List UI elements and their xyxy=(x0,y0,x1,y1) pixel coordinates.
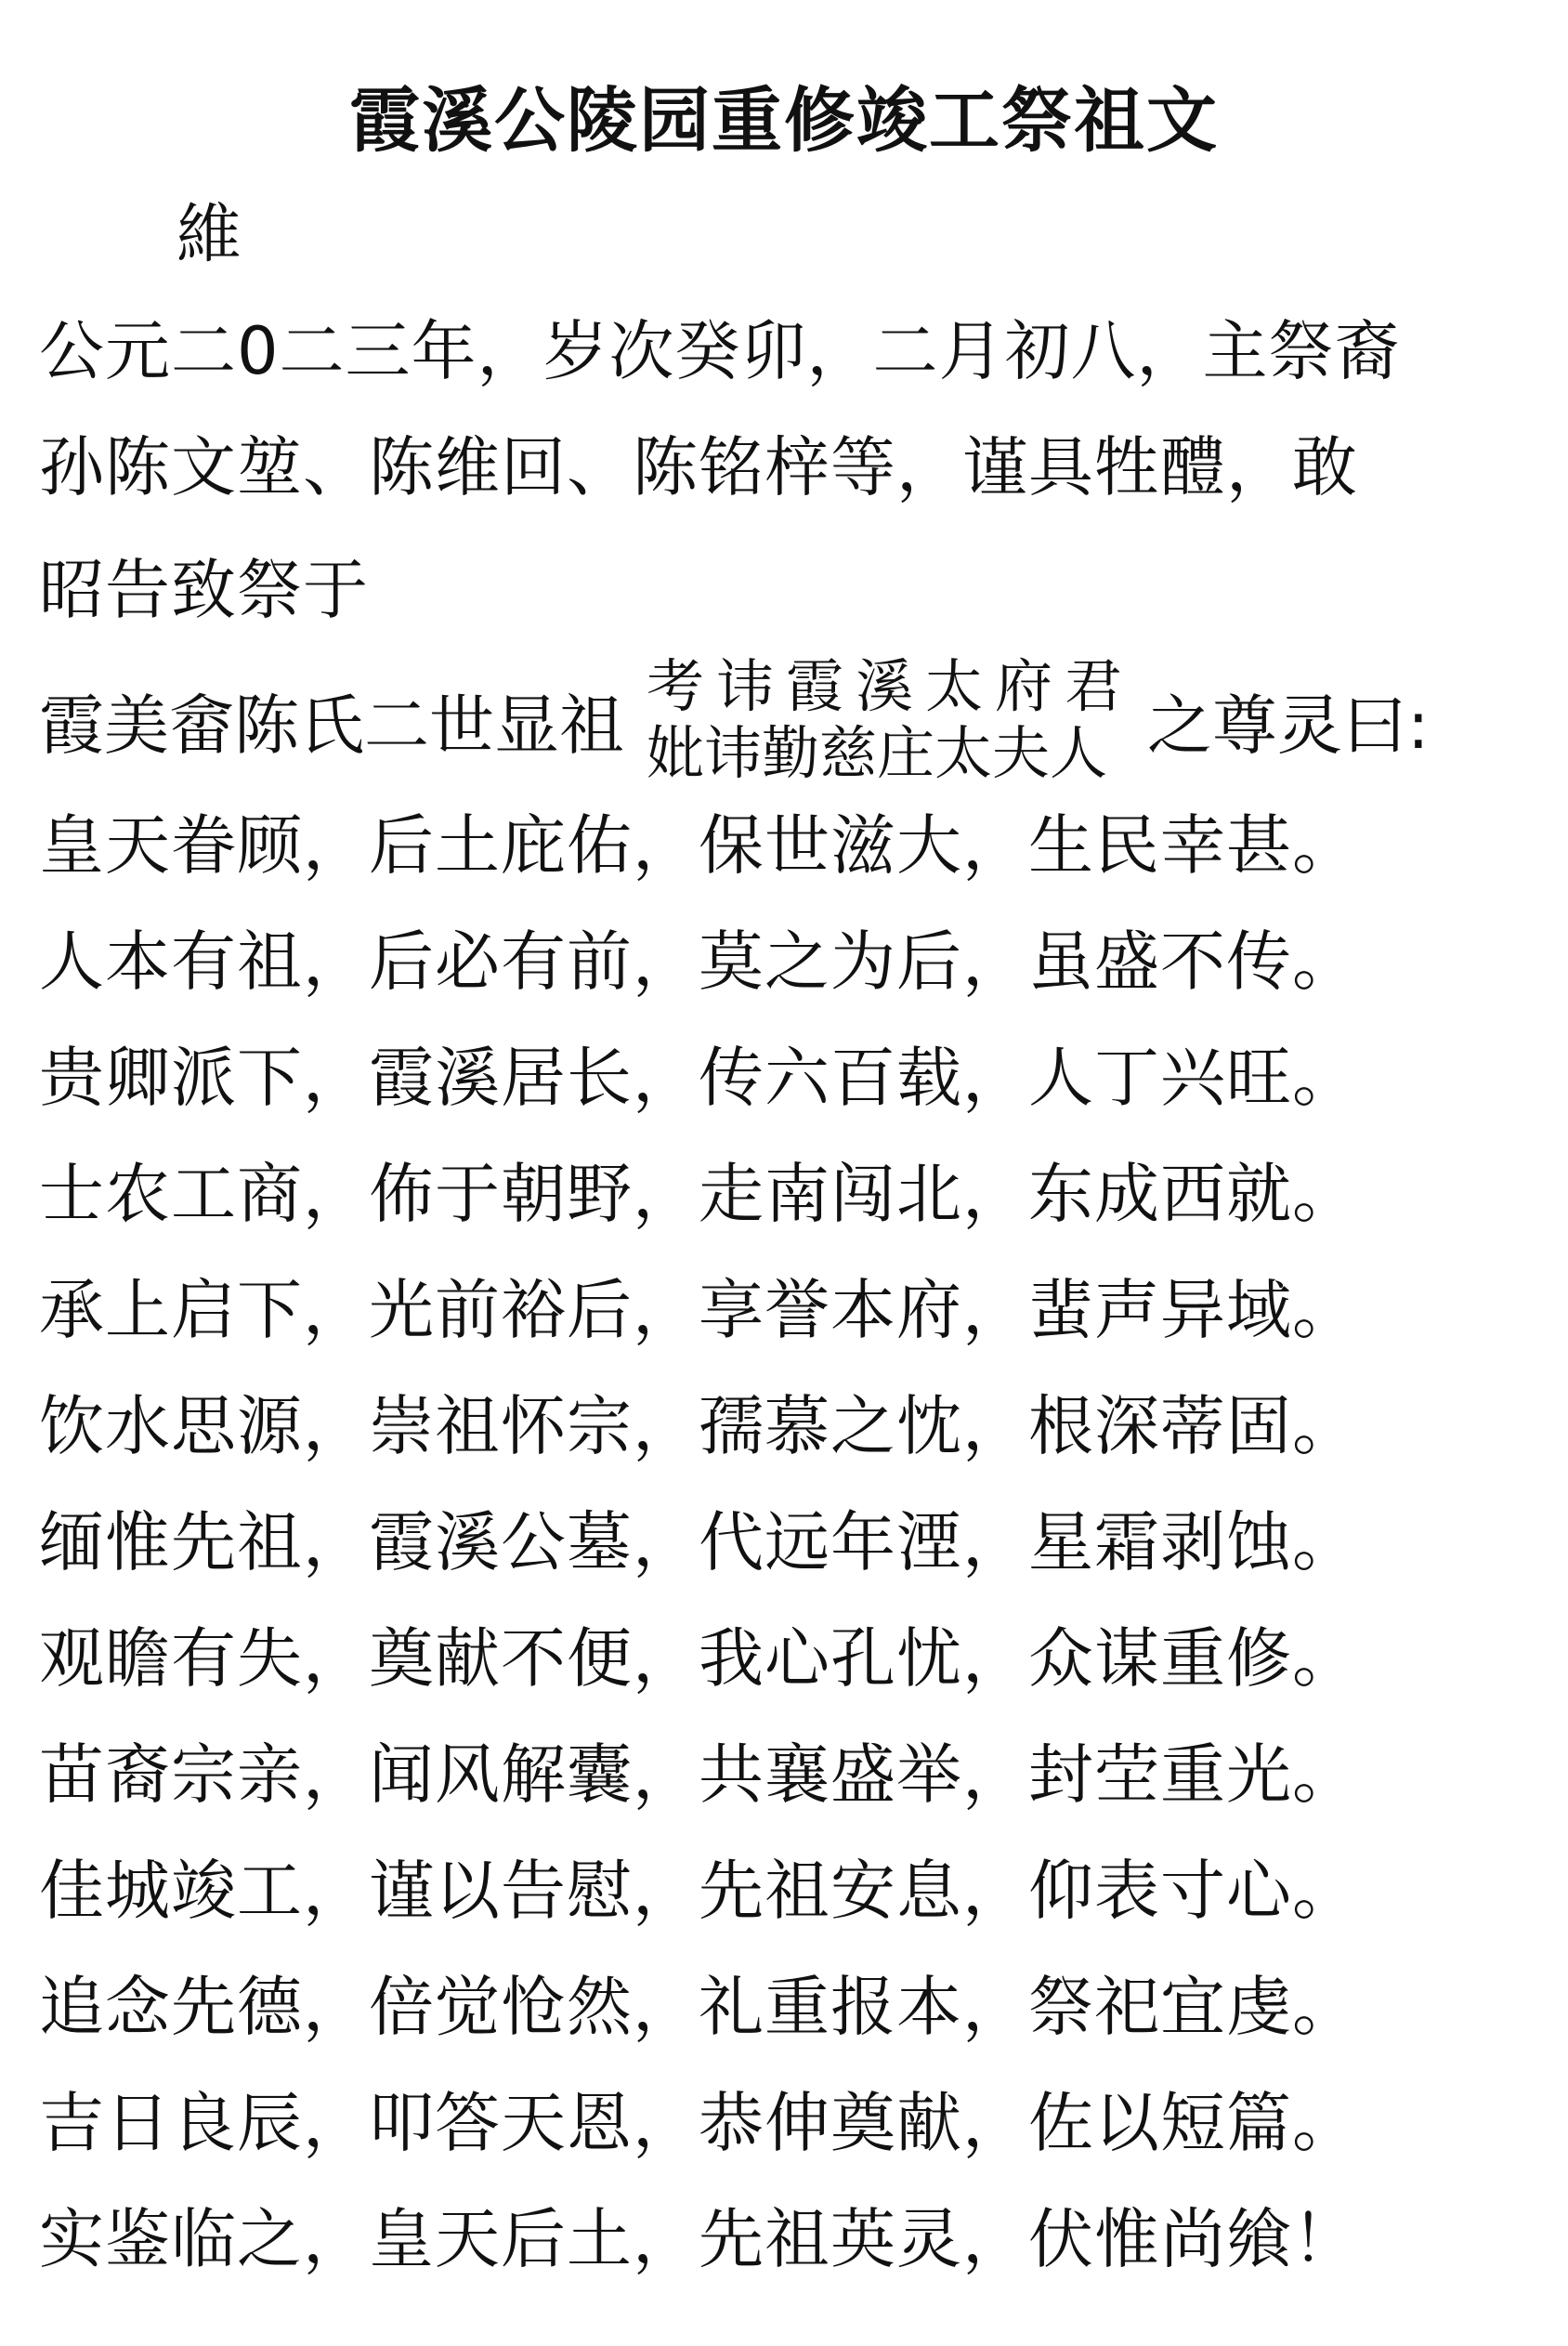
verse-line: 饮水思源，崇祖怀宗，孺慕之忱，根深蒂固。 xyxy=(39,1388,1358,1464)
ancestor-honor-line xyxy=(39,650,1430,790)
verse-line: 佳城竣工，谨以告慰，先祖安息，仰表寸心。 xyxy=(39,1853,1358,1929)
verse-line: 皇天眷顾，后土庇佑，保世滋大，生民幸甚。 xyxy=(39,807,1358,884)
honor-name-father: 考讳霞溪太府君 xyxy=(647,652,1135,720)
verse-line: 缅惟先祖，霞溪公墓，代远年湮，星霜剥蚀。 xyxy=(39,1504,1358,1580)
verse-line: 贵卿派下，霞溪居长，传六百载，人丁兴旺。 xyxy=(39,1040,1358,1116)
honor-prefix: 霞美畲陈氏二世显祖 xyxy=(39,687,624,764)
intro-line-3: 昭告致祭于 xyxy=(39,552,369,628)
intro-line-2: 孙陈文堃、陈维回、陈铭梓等，谨具牲醴，敢 xyxy=(39,429,1358,505)
document-title: 霞溪公陵园重修竣工祭祖文 xyxy=(349,79,1219,162)
verse-line: 苗裔宗亲，闻风解囊，共襄盛举，封茔重光。 xyxy=(39,1737,1358,1813)
verse-line: 士农工商，佈于朝野，走南闯北，东成西就。 xyxy=(39,1156,1358,1232)
opening-word: 維 xyxy=(176,196,242,272)
honor-name-stack xyxy=(647,653,1134,787)
verse-line: 观瞻有失，奠献不便，我心孔忧，众谋重修。 xyxy=(39,1620,1358,1697)
verse-line: 人本有祖，后必有前，莫之为后，虽盛不传。 xyxy=(39,924,1358,1000)
verse-line: 实鉴临之，皇天后土，先祖英灵，伏惟尚飨！ xyxy=(39,2201,1358,2277)
verse-line: 承上启下，光前裕后，享誉本府，蜚声异域。 xyxy=(39,1272,1358,1348)
verse-line: 追念先德，倍觉怆然，礼重报本，祭祀宜虔。 xyxy=(39,1969,1358,2045)
intro-line-1: 公元二0二三年，岁次癸卯，二月初八，主祭裔 xyxy=(39,313,1401,389)
honor-name-mother: 妣讳勤慈庄太夫人 xyxy=(647,719,1108,787)
verse-line: 吉日良辰，叩答天恩，恭伸奠献，佐以短篇。 xyxy=(39,2085,1358,2161)
honor-suffix: 之尊灵曰: xyxy=(1147,687,1430,764)
